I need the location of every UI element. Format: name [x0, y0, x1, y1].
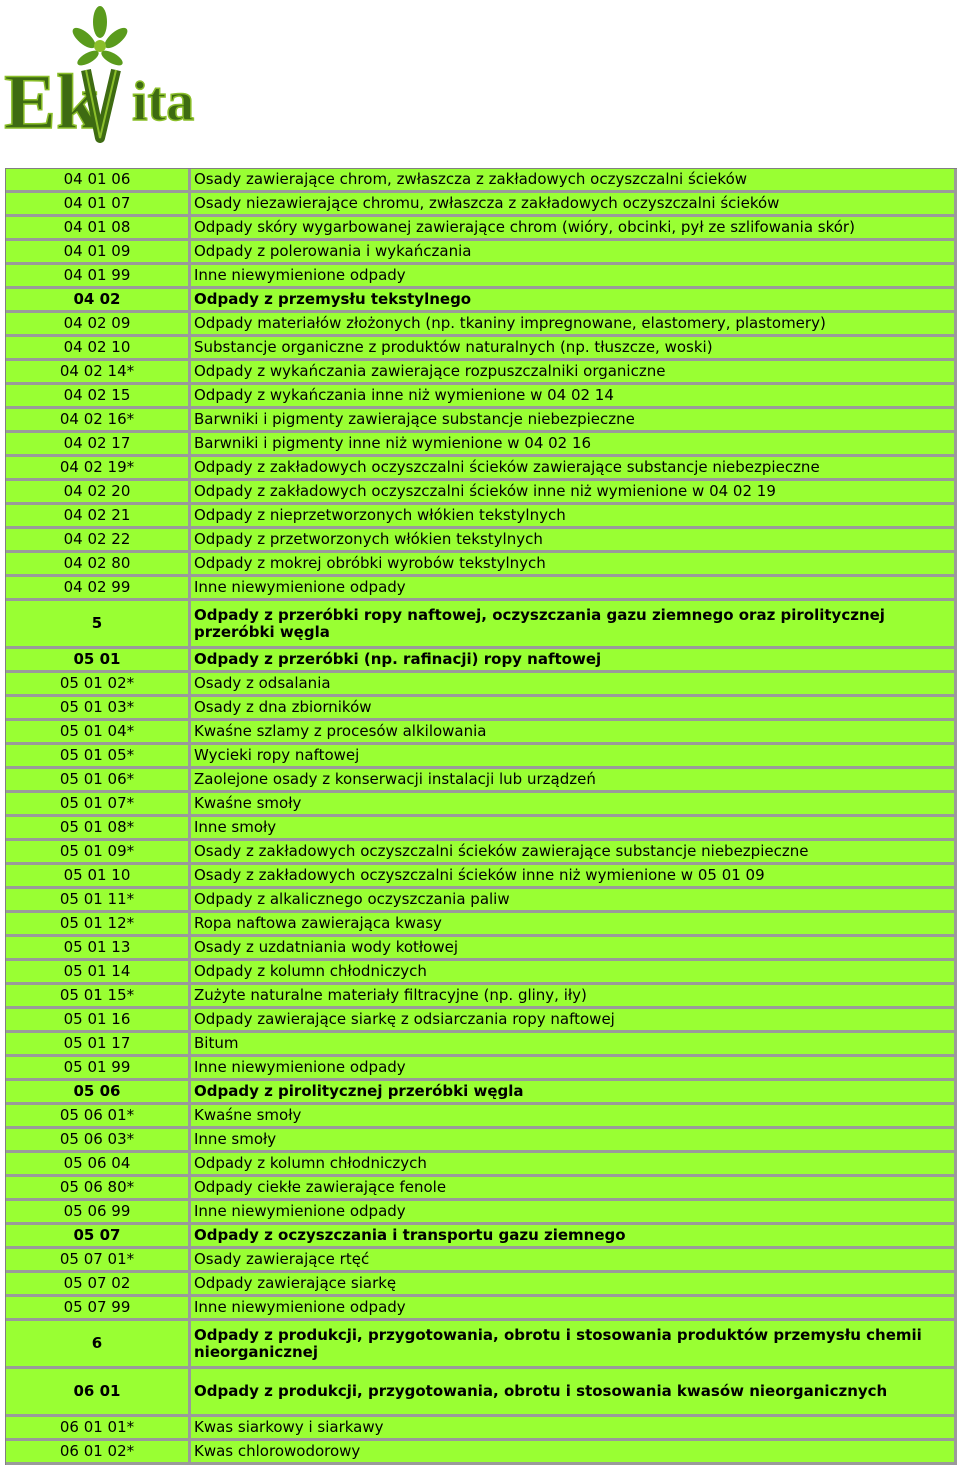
waste-description: Zaolejone osady z konserwacji instalacji lub urządzeń	[191, 769, 957, 793]
waste-code: 04 02 14*	[6, 361, 191, 385]
waste-description: Odpady z przetworzonych włókien tekstylnych	[191, 529, 957, 553]
waste-description: Barwniki i pigmenty inne niż wymienione w 04 02 16	[191, 433, 957, 457]
waste-code: 04 02 22	[6, 529, 191, 553]
waste-code: 05 01 11*	[6, 889, 191, 913]
waste-code: 05 01 05*	[6, 745, 191, 769]
table-row	[6, 217, 957, 241]
waste-code: 05 01 10	[6, 865, 191, 889]
table-row	[6, 433, 957, 457]
waste-description: Kwaśne szlamy z procesów alkilowania	[191, 721, 957, 745]
table-row	[6, 937, 957, 961]
waste-description: Odpady z oczyszczania i transportu gazu ziemnego	[191, 1225, 957, 1249]
table-row	[6, 505, 957, 529]
waste-description: Odpady z zakładowych oczyszczalni ścieków inne niż wymienione w 04 02 19	[191, 481, 957, 505]
waste-code: 04 02 15	[6, 385, 191, 409]
waste-code: 04 02	[6, 289, 191, 313]
table-row	[6, 529, 957, 553]
table-row	[6, 409, 957, 433]
waste-description: Osady z zakładowych oczyszczalni ścieków inne niż wymienione w 05 01 09	[191, 865, 957, 889]
waste-code: 04 02 21	[6, 505, 191, 529]
waste-code: 04 02 19*	[6, 457, 191, 481]
waste-code: 05 01 99	[6, 1057, 191, 1081]
table-row	[6, 889, 957, 913]
table-row	[6, 169, 957, 193]
waste-description: Odpady z przeróbki ropy naftowej, oczyszczania gazu ziemnego oraz pirolitycznej przeróbki węgla	[191, 601, 957, 649]
table-row	[6, 985, 957, 1009]
waste-code: 04 02 80	[6, 553, 191, 577]
waste-code: 04 01 06	[6, 169, 191, 193]
waste-code: 05 01 17	[6, 1033, 191, 1057]
waste-code: 05 01 13	[6, 937, 191, 961]
ekovita-logo	[0, 0, 240, 160]
table-row	[6, 337, 957, 361]
waste-code: 5	[6, 601, 191, 649]
waste-code: 05 07	[6, 1225, 191, 1249]
waste-code: 05 01 03*	[6, 697, 191, 721]
waste-description: Odpady z produkcji, przygotowania, obrotu i stosowania kwasów nieorganicznych	[191, 1369, 957, 1417]
table-row	[6, 1249, 957, 1273]
waste-description: Odpady z wykańczania inne niż wymienione w 04 02 14	[191, 385, 957, 409]
waste-code: 06 01 01*	[6, 1417, 191, 1441]
waste-description: Odpady z kolumn chłodniczych	[191, 1153, 957, 1177]
waste-code: 05 01 04*	[6, 721, 191, 745]
table-row	[6, 1129, 957, 1153]
waste-description: Odpady z mokrej obróbki wyrobów tekstylnych	[191, 553, 957, 577]
table-row	[6, 601, 957, 649]
waste-description: Inne smoły	[191, 817, 957, 841]
waste-code: 06 01 02*	[6, 1441, 191, 1465]
table-row	[6, 241, 957, 265]
waste-description: Inne niewymienione odpady	[191, 577, 957, 601]
waste-description: Osady niezawierające chromu, zwłaszcza z zakładowych oczyszczalni ścieków	[191, 193, 957, 217]
waste-code: 06 01	[6, 1369, 191, 1417]
table-row	[6, 1057, 957, 1081]
waste-description: Odpady z nieprzetworzonych włókien tekstylnych	[191, 505, 957, 529]
table-row	[6, 769, 957, 793]
waste-description: Bitum	[191, 1033, 957, 1057]
waste-code: 04 02 09	[6, 313, 191, 337]
table-row	[6, 1105, 957, 1129]
waste-code: 05 01 16	[6, 1009, 191, 1033]
table-row	[6, 1273, 957, 1297]
waste-code: 05 07 02	[6, 1273, 191, 1297]
waste-description: Odpady z kolumn chłodniczych	[191, 961, 957, 985]
waste-code: 05 06 01*	[6, 1105, 191, 1129]
waste-code: 05 01	[6, 649, 191, 673]
table-row	[6, 841, 957, 865]
waste-code: 05 07 99	[6, 1297, 191, 1321]
table-row	[6, 457, 957, 481]
table-row	[6, 1081, 957, 1105]
waste-code: 6	[6, 1321, 191, 1369]
waste-description: Zużyte naturalne materiały filtracyjne (np. gliny, iły)	[191, 985, 957, 1009]
waste-description: Odpady z przeróbki (np. rafinacji) ropy naftowej	[191, 649, 957, 673]
waste-description: Inne niewymienione odpady	[191, 1201, 957, 1225]
waste-description: Kwaśne smoły	[191, 793, 957, 817]
waste-description: Odpady zawierające siarkę	[191, 1273, 957, 1297]
waste-description: Wycieki ropy naftowej	[191, 745, 957, 769]
waste-code: 05 01 08*	[6, 817, 191, 841]
waste-code: 04 02 17	[6, 433, 191, 457]
waste-description: Substancje organiczne z produktów naturalnych (np. tłuszcze, woski)	[191, 337, 957, 361]
table-row	[6, 193, 957, 217]
waste-description: Odpady zawierające siarkę z odsiarczania ropy naftowej	[191, 1009, 957, 1033]
table-row	[6, 1009, 957, 1033]
waste-description: Odpady skóry wygarbowanej zawierające chrom (wióry, obcinki, pył ze szlifowania skór)	[191, 217, 957, 241]
waste-code: 04 02 16*	[6, 409, 191, 433]
table-row	[6, 1201, 957, 1225]
waste-code: 05 01 09*	[6, 841, 191, 865]
table-row	[6, 1297, 957, 1321]
waste-description: Osady z zakładowych oczyszczalni ścieków zawierające substancje niebezpieczne	[191, 841, 957, 865]
waste-code: 05 06 80*	[6, 1177, 191, 1201]
waste-code: 05 01 07*	[6, 793, 191, 817]
table-row	[6, 577, 957, 601]
waste-code: 05 06 99	[6, 1201, 191, 1225]
waste-description: Osady zawierające rtęć	[191, 1249, 957, 1273]
table-row	[6, 817, 957, 841]
waste-code: 05 01 12*	[6, 913, 191, 937]
waste-description: Inne niewymienione odpady	[191, 1297, 957, 1321]
waste-description: Kwaśne smoły	[191, 1105, 957, 1129]
waste-description: Osady z dna zbiorników	[191, 697, 957, 721]
table-row	[6, 1369, 957, 1417]
waste-code: 05 07 01*	[6, 1249, 191, 1273]
waste-codes-table	[5, 168, 957, 1465]
waste-code: 05 06 03*	[6, 1129, 191, 1153]
waste-description: Odpady ciekłe zawierające fenole	[191, 1177, 957, 1201]
table-row	[6, 1225, 957, 1249]
table-row	[6, 1321, 957, 1369]
table-row	[6, 673, 957, 697]
table-row	[6, 649, 957, 673]
svg-text:Ek: Ek	[4, 58, 100, 145]
waste-code: 05 01 02*	[6, 673, 191, 697]
table-row	[6, 1153, 957, 1177]
waste-description: Odpady z wykańczania zawierające rozpuszczalniki organiczne	[191, 361, 957, 385]
table-row	[6, 721, 957, 745]
table-row	[6, 385, 957, 409]
waste-description: Kwas chlorowodorowy	[191, 1441, 957, 1465]
waste-description: Inne smoły	[191, 1129, 957, 1153]
waste-description: Odpady z polerowania i wykańczania	[191, 241, 957, 265]
table-row	[6, 313, 957, 337]
waste-code: 04 02 20	[6, 481, 191, 505]
table-row	[6, 1417, 957, 1441]
waste-code: 04 01 99	[6, 265, 191, 289]
waste-description: Kwas siarkowy i siarkawy	[191, 1417, 957, 1441]
table-row	[6, 697, 957, 721]
waste-code: 05 01 06*	[6, 769, 191, 793]
table-row	[6, 361, 957, 385]
waste-description: Odpady materiałów złożonych (np. tkaniny impregnowane, elastomery, plastomery)	[191, 313, 957, 337]
table-row	[6, 913, 957, 937]
waste-code: 05 06	[6, 1081, 191, 1105]
table-row	[6, 961, 957, 985]
waste-description: Barwniki i pigmenty zawierające substancje niebezpieczne	[191, 409, 957, 433]
table-row	[6, 745, 957, 769]
waste-code: 05 01 14	[6, 961, 191, 985]
waste-description: Osady z odsalania	[191, 673, 957, 697]
waste-code: 05 01 15*	[6, 985, 191, 1009]
table-row	[6, 1033, 957, 1057]
waste-description: Ropa naftowa zawierająca kwasy	[191, 913, 957, 937]
waste-code: 04 01 08	[6, 217, 191, 241]
waste-code: 04 02 99	[6, 577, 191, 601]
waste-description: Inne niewymienione odpady	[191, 265, 957, 289]
waste-description: Odpady z zakładowych oczyszczalni ścieków zawierające substancje niebezpieczne	[191, 457, 957, 481]
waste-description: Odpady z alkalicznego oczyszczania paliw	[191, 889, 957, 913]
waste-description: Inne niewymienione odpady	[191, 1057, 957, 1081]
waste-description: Odpady z przemysłu tekstylnego	[191, 289, 957, 313]
waste-description: Odpady z pirolitycznej przeróbki węgla	[191, 1081, 957, 1105]
table-row	[6, 289, 957, 313]
table-row	[6, 865, 957, 889]
waste-description: Odpady z produkcji, przygotowania, obrotu i stosowania produktów przemysłu chemii nieorganicznej	[191, 1321, 957, 1369]
table-row	[6, 553, 957, 577]
waste-description: Osady z uzdatniania wody kotłowej	[191, 937, 957, 961]
waste-code: 04 01 07	[6, 193, 191, 217]
table-row	[6, 481, 957, 505]
waste-code: 04 01 09	[6, 241, 191, 265]
table-row	[6, 1441, 957, 1465]
table-row	[6, 793, 957, 817]
waste-code: 04 02 10	[6, 337, 191, 361]
svg-text:ita: ita	[132, 71, 195, 133]
table-row	[6, 1177, 957, 1201]
waste-description: Osady zawierające chrom, zwłaszcza z zakładowych oczyszczalni ścieków	[191, 169, 957, 193]
waste-code: 05 06 04	[6, 1153, 191, 1177]
table-row	[6, 265, 957, 289]
